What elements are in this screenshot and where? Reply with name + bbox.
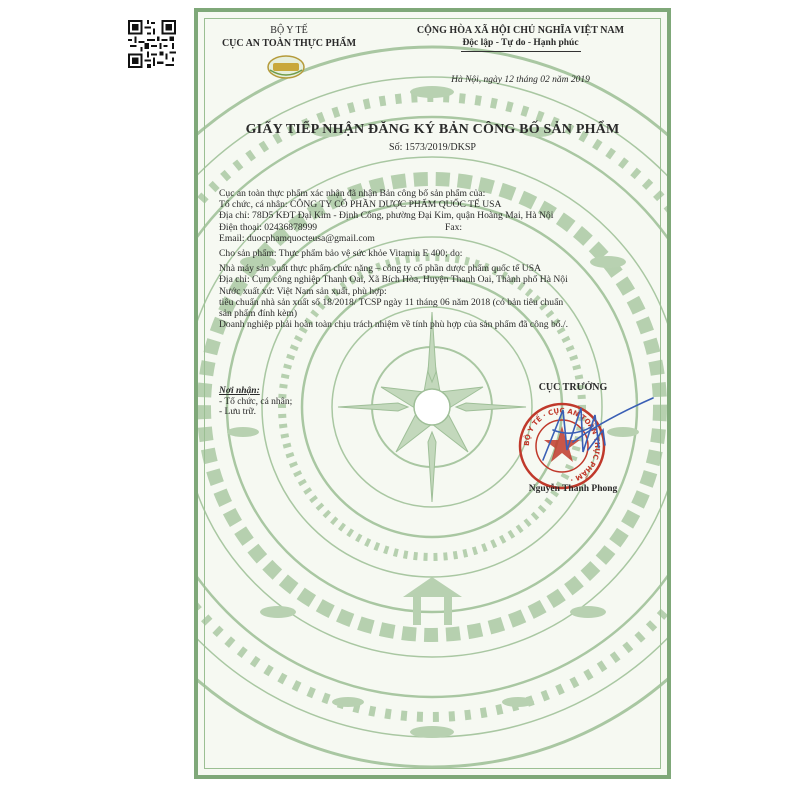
- factory-address-line: Địa chỉ: Cụm công nghiệp Thanh Oai, Xã Bích Hòa, Huyện Thanh Oai, Thành phố Hà Nội: [219, 274, 568, 286]
- intro-line: Cục an toàn thực phẩm xác nhận đã nhận Bản công bố sản phẩm của:: [219, 188, 486, 199]
- email-line: Email: duocphamquocteusa@gmail.com: [219, 232, 375, 244]
- recipient-item: - Lưu trữ.: [219, 407, 256, 417]
- responsibility-line: Doanh nghiệp phải hoàn toàn chịu trách nhiệm về tính phù hợp của sản phẩm đã công bố./.: [219, 319, 569, 331]
- agency-name: CỤC AN TOÀN THỰC PHẨM: [221, 38, 357, 49]
- certificate-body: [219, 188, 659, 330]
- recipient-item: - Tổ chức, cá nhân;: [219, 396, 293, 407]
- fax-line: Fax:: [445, 221, 463, 233]
- organization-line: Tổ chức, cá nhân: CÔNG TY CỔ PHẦN DƯỢC PHẨM QUỐC TẾ USA: [219, 199, 502, 211]
- product-line: Cho sản phẩm: Thực phẩm bảo vệ sức khỏe Vitamin E 400; do:: [219, 248, 463, 260]
- recipients-block: [219, 386, 292, 418]
- stamp-ring-text: BỘ Y TẾ · CỤC AN TOÀN THỰC PHẨM ·: [522, 406, 602, 484]
- place-date: Hà Nội, ngày 12 tháng 02 năm 2019: [451, 75, 590, 85]
- signer-position: CỤC TRƯỞNG: [538, 382, 608, 393]
- factory-line: Nhà máy sản xuất thực phẩm chức năng – công ty cổ phần dược phẩm quốc tế USA: [219, 263, 541, 275]
- national-motto: Độc lập - Tự do - Hạnh phúc: [462, 38, 579, 48]
- signer-name: Nguyễn Thanh Phong: [528, 484, 618, 494]
- certificate-sheet: [194, 8, 671, 779]
- qr-code: [126, 18, 178, 70]
- document-number: Số: 1573/2019/DKSP: [389, 142, 476, 153]
- phone-line: Điện thoại: 02436878999: [219, 221, 318, 233]
- ministry-name: BỘ Y TẾ: [270, 25, 308, 36]
- address-line: Địa chỉ: 78D5 KĐT Đại Kim - Định Công, phường Đại Kim, quận Hoàng Mai, Hà Nội: [219, 210, 554, 222]
- standard-line-2: sản phẩm đính kèm): [219, 308, 298, 320]
- standard-line-1: tiêu chuẩn nhà sản xuất số 18/2018/ TCSP ngày 11 tháng 06 năm 2018 (có bản tiêu chuẩn: [219, 296, 564, 308]
- motto-underline: [461, 51, 581, 52]
- nation-header: [378, 24, 663, 52]
- recipients-heading: Nơi nhận:: [219, 386, 260, 396]
- contact-row: [219, 222, 659, 233]
- nation-name: CỘNG HÒA XÃ HỘI CHỦ NGHĨA VIỆT NAM: [416, 25, 625, 36]
- signature-scribble: [533, 390, 658, 474]
- issuer-header: [204, 24, 374, 50]
- origin-line: Nước xuất xứ: Việt Nam sản xuất, phù hợp:: [219, 285, 387, 297]
- document-title: GIẤY TIẾP NHẬN ĐĂNG KÝ BẢN CÔNG BỐ SẢN PHẨM: [245, 122, 620, 137]
- agency-logo: [266, 54, 306, 80]
